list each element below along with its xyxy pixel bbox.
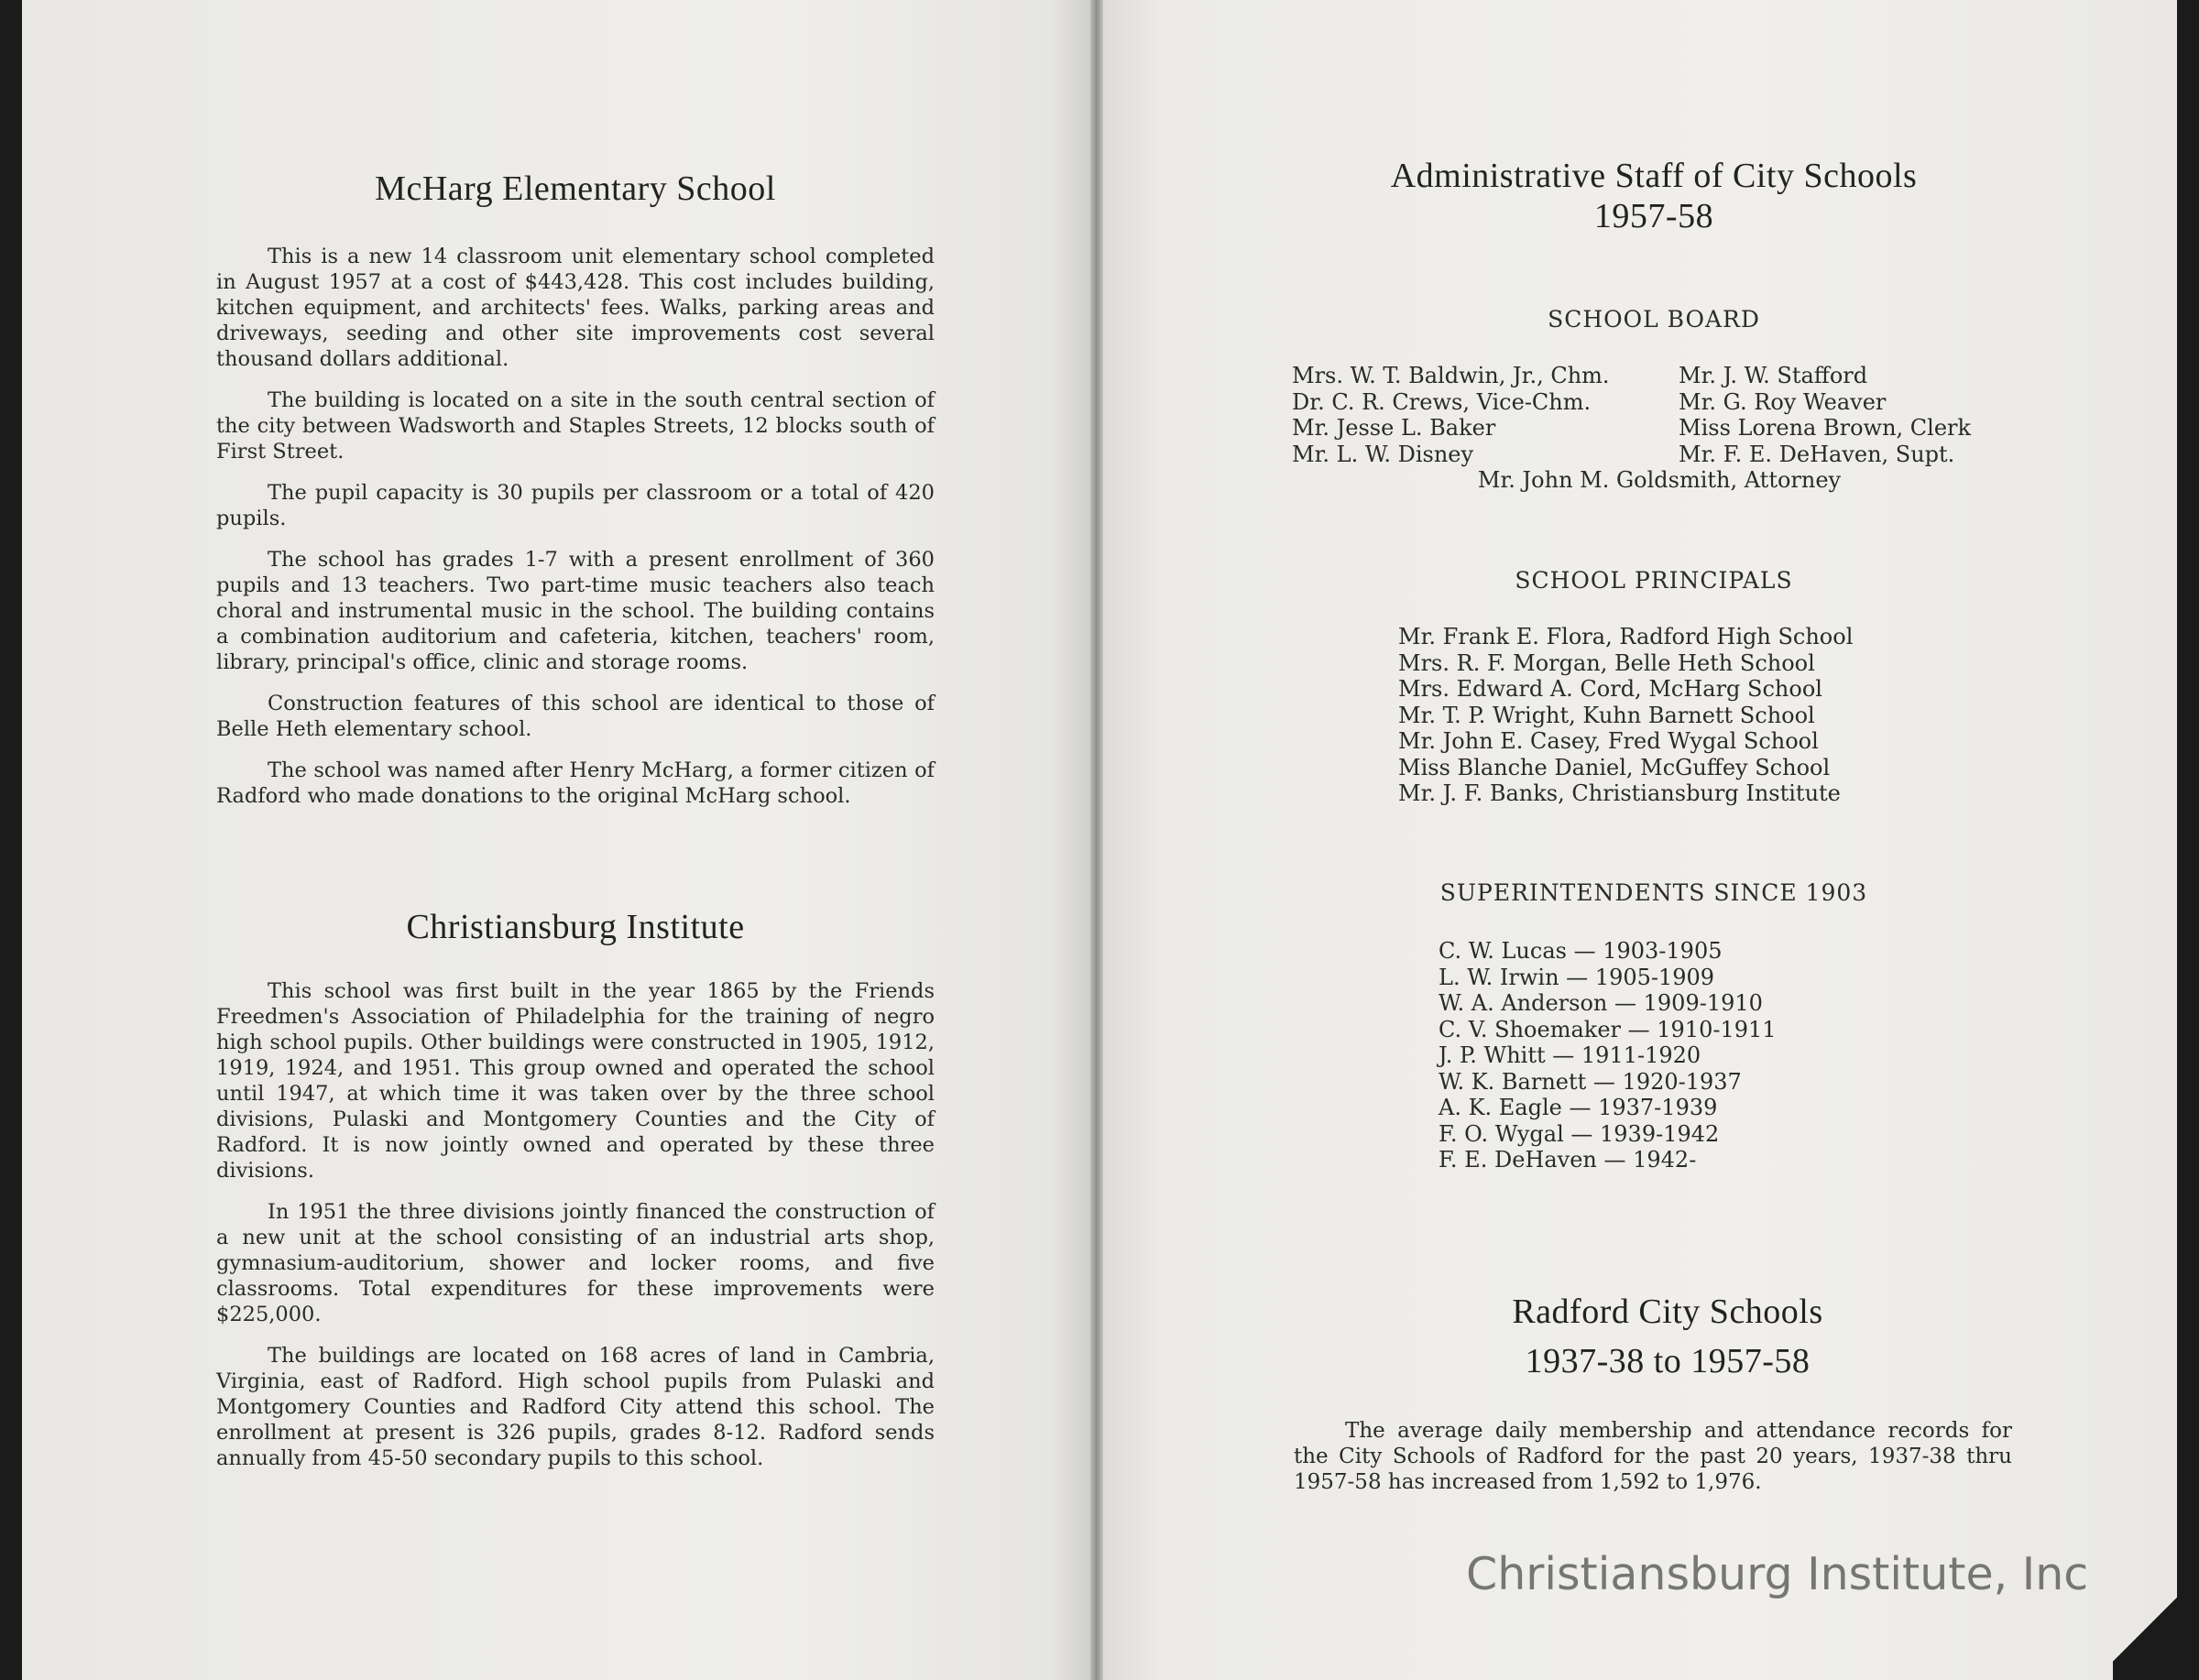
mcharg-paragraph: Construction features of this school are identical to those of Belle Heth elementary school. bbox=[216, 692, 935, 741]
superintendent-item: C. W. Lucas — 1903-1905 bbox=[1439, 938, 1723, 964]
radford-paragraph: The average daily membership and attendance records for the City Schools of Radford for the past 20 years, 1937-38 thru 1957-58 has increased from 1,592 to 1,976. bbox=[1294, 1419, 2012, 1494]
superintendent-item: A. K. Eagle — 1937-1939 bbox=[1439, 1095, 1718, 1120]
superintendent-item: W. A. Anderson — 1909-1910 bbox=[1439, 990, 1763, 1016]
principal-item: Mr. Frank E. Flora, Radford High School bbox=[1398, 624, 1854, 649]
radford-title: Radford City Schools bbox=[1512, 1293, 1823, 1331]
board-member: Mr. L. W. Disney bbox=[1292, 441, 1474, 467]
board-member: Mr. J. W. Stafford bbox=[1679, 363, 1868, 388]
board-member: Mr. Jesse L. Baker bbox=[1292, 415, 1496, 441]
book-gutter bbox=[1090, 0, 1103, 1680]
principal-item: Mr. John E. Casey, Fred Wygal School bbox=[1398, 728, 1819, 754]
christiansburg-title: Christiansburg Institute bbox=[406, 908, 745, 946]
principal-item: Mr. J. F. Banks, Christiansburg Institute bbox=[1398, 780, 1841, 806]
superintendents-heading: SUPERINTENDENTS SINCE 1903 bbox=[1439, 879, 1868, 906]
school-board-section bbox=[1274, 306, 2034, 333]
christiansburg-paragraph: In 1951 the three divisions jointly financed the construction of a new unit at the school consisting of an industrial arts shop, gymnasium-auditorium, shower and locker rooms, and five classrooms. Total expenditures for these improvements were $225,000. bbox=[216, 1200, 935, 1326]
principal-item: Miss Blanche Daniel, McGuffey School bbox=[1398, 754, 1831, 780]
principals-section bbox=[1274, 567, 2034, 594]
board-member: Mrs. W. T. Baldwin, Jr., Chm. bbox=[1292, 363, 1610, 388]
christiansburg-body bbox=[216, 978, 935, 1487]
mcharg-paragraph: The building is located on a site in the south central section of the city between Wadsworth and Staples Streets, 12 blocks south of First Street. bbox=[216, 388, 935, 464]
principal-item: Mrs. Edward A. Cord, McHarg School bbox=[1398, 676, 1822, 702]
christiansburg-paragraph: This school was first built in the year 1865 by the Friends Freedmen's Association of Philadelphia for the training of negro high school pupils. Other buildings were constructed in 1905, 1912, 1919, 1924, and 1951. This group owned and operated the school until 1947, at which time it was taken over by the three school divisions, Pulaski and Montgomery Counties and the City of Radford. It is now jointly owned and operated by these three divisions. bbox=[216, 979, 935, 1183]
superintendents-section bbox=[1274, 879, 2034, 906]
superintendent-item: W. K. Barnett — 1920-1937 bbox=[1439, 1068, 1742, 1095]
board-member: Mr. F. E. DeHaven, Supt. bbox=[1679, 441, 1955, 467]
radford-years: 1937-38 to 1957-58 bbox=[1525, 1342, 1811, 1380]
superintendents-list bbox=[1439, 938, 1777, 1173]
mcharg-paragraph: This is a new 14 classroom unit elementary school completed in August 1957 at a cost of $443,428. This cost includes building, kitchen equipment, and architects' fees. Walks, parking areas and driveways, seeding and other site improvements cost several thousand dollars additional. bbox=[216, 245, 935, 371]
christiansburg-paragraph: The buildings are located on 168 acres of land in Cambria, Virginia, east of Radford. High school pupils from Pulaski and Montgomery Counties and Radford City attend this school. The enrollment at present is 326 pupils, grades 8-12. Radford sends annually from 45-50 secondary pupils to this school. bbox=[216, 1344, 935, 1470]
mcharg-paragraph: The pupil capacity is 30 pupils per classroom or a total of 420 pupils. bbox=[216, 481, 935, 530]
board-member: Miss Lorena Brown, Clerk bbox=[1679, 415, 1972, 441]
principals-heading: SCHOOL PRINCIPALS bbox=[1515, 567, 1793, 594]
mcharg-paragraph: The school has grades 1-7 with a present enrollment of 360 pupils and 13 teachers. Two part-time music teachers also teach choral and instrumental music in the school. The building contains a combination auditorium and cafeteria, kitchen, teachers' room, library, principal's office, clinic and storage rooms. bbox=[216, 548, 935, 674]
radford-body bbox=[1294, 1418, 2012, 1495]
board-member: Mr. G. Roy Weaver bbox=[1679, 388, 1887, 415]
principal-item: Mr. T. P. Wright, Kuhn Barnett School bbox=[1398, 702, 1815, 728]
admin-staff-year: 1957-58 bbox=[1593, 197, 1714, 235]
superintendent-item: F. E. DeHaven — 1942- bbox=[1439, 1147, 1697, 1173]
principals-list bbox=[1398, 624, 1853, 807]
board-member: Dr. C. R. Crews, Vice-Chm. bbox=[1292, 388, 1592, 415]
school-board-list bbox=[1292, 363, 2027, 467]
attorney-line bbox=[1292, 467, 2027, 494]
principal-item: Mrs. R. F. Morgan, Belle Heth School bbox=[1398, 649, 1815, 676]
page-corner-fold bbox=[2113, 1579, 2177, 1680]
admin-staff-header bbox=[1274, 156, 2034, 236]
mcharg-body bbox=[216, 244, 935, 824]
radford-section bbox=[1292, 1292, 2043, 1381]
christiansburg-section bbox=[216, 907, 935, 947]
superintendent-item: L. W. Irwin — 1905-1909 bbox=[1439, 964, 1715, 990]
mcharg-paragraph: The school was named after Henry McHarg, a former citizen of Radford who made donations to the original McHarg school. bbox=[216, 758, 935, 808]
superintendent-item: F. O. Wygal — 1939-1942 bbox=[1439, 1120, 1720, 1147]
board-attorney: Mr. John M. Goldsmith, Attorney bbox=[1477, 467, 1842, 493]
superintendent-item: J. P. Whitt — 1911-1920 bbox=[1439, 1042, 1701, 1068]
watermark-text: Christiansburg Institute, Inc bbox=[1466, 1548, 2089, 1600]
mcharg-title: McHarg Elementary School bbox=[375, 169, 776, 208]
superintendent-item: C. V. Shoemaker — 1910-1911 bbox=[1439, 1016, 1777, 1042]
mcharg-section bbox=[216, 169, 935, 209]
admin-staff-title: Administrative Staff of City Schools bbox=[1390, 157, 1918, 195]
school-board-heading: SCHOOL BOARD bbox=[1548, 306, 1760, 333]
